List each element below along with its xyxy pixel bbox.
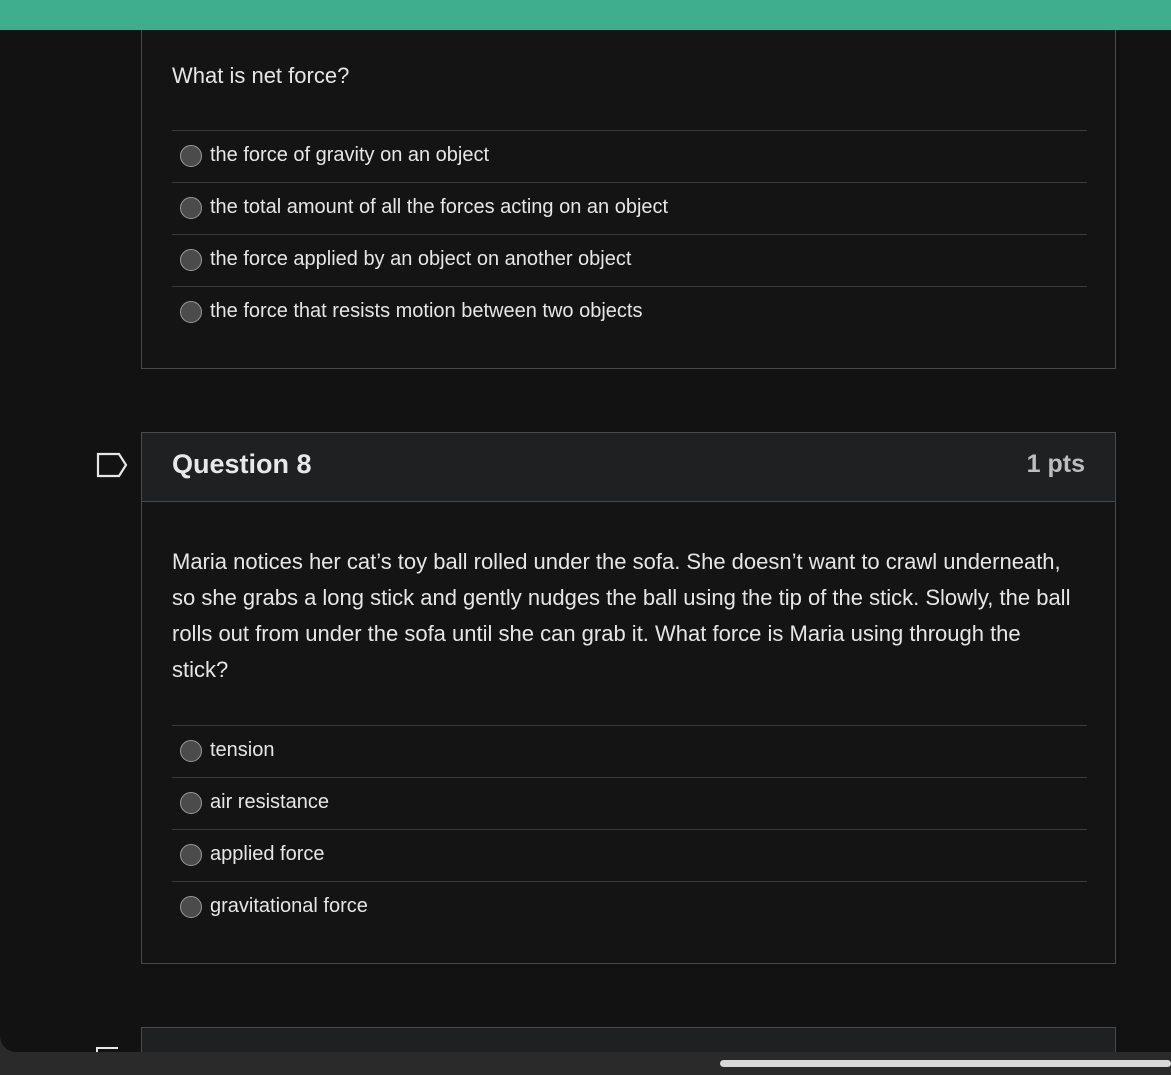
answer-option[interactable] [172,778,1087,830]
question-points: 1 pts [1026,450,1085,478]
question-7-answers [172,130,1087,338]
answer-option[interactable] [172,183,1087,235]
question-9-header [142,1028,1115,1052]
radio-icon[interactable] [180,740,202,762]
answer-option[interactable] [172,726,1087,778]
question-8-text: Maria notices her cat’s toy ball rolled under the sofa. She doesn’t want to crawl underneath, so she grabs a long stick and gently nudges the ball using the tip of the stick. Slowly, the ball rolls out from under the sofa until she can grab it. What force is Maria using through the stick? [172,549,1071,682]
answer-label[interactable]: air resistance [210,791,329,813]
top-accent-bar [0,0,1171,30]
radio-icon[interactable] [180,197,202,219]
question-8-answers [172,725,1087,933]
question-7-text: What is net force? [172,63,350,88]
radio-icon[interactable] [180,896,202,918]
answer-label[interactable]: the force of gravity on an object [210,144,490,166]
flag-icon[interactable] [96,452,128,478]
question-title: Question 8 [172,449,312,479]
answer-option[interactable] [172,131,1087,183]
radio-icon[interactable] [180,301,202,323]
question-points-clipped [1035,1046,1085,1052]
answer-label[interactable]: the force applied by an object on another object [210,248,632,270]
question-7-card [141,30,1116,369]
question-8-card [141,432,1116,964]
radio-icon[interactable] [180,792,202,814]
answer-label[interactable]: the total amount of all the forces acting on an object [210,196,669,218]
answer-option[interactable] [172,830,1087,882]
answer-label[interactable]: the force that resists motion between two objects [210,300,643,322]
answer-option[interactable] [172,882,1087,933]
answer-label[interactable]: tension [210,739,275,761]
answer-label[interactable]: gravitational force [210,895,368,917]
flag-icon[interactable] [96,1047,124,1052]
question-title-clipped [172,1046,322,1052]
question-9-card [141,1027,1116,1052]
answer-option[interactable] [172,235,1087,287]
radio-icon[interactable] [180,844,202,866]
question-8-header [142,433,1115,502]
radio-icon[interactable] [180,249,202,271]
answer-option[interactable] [172,287,1087,338]
radio-icon[interactable] [180,145,202,167]
horizontal-scrollbar[interactable] [720,1060,1171,1067]
answer-label[interactable]: applied force [210,843,325,865]
